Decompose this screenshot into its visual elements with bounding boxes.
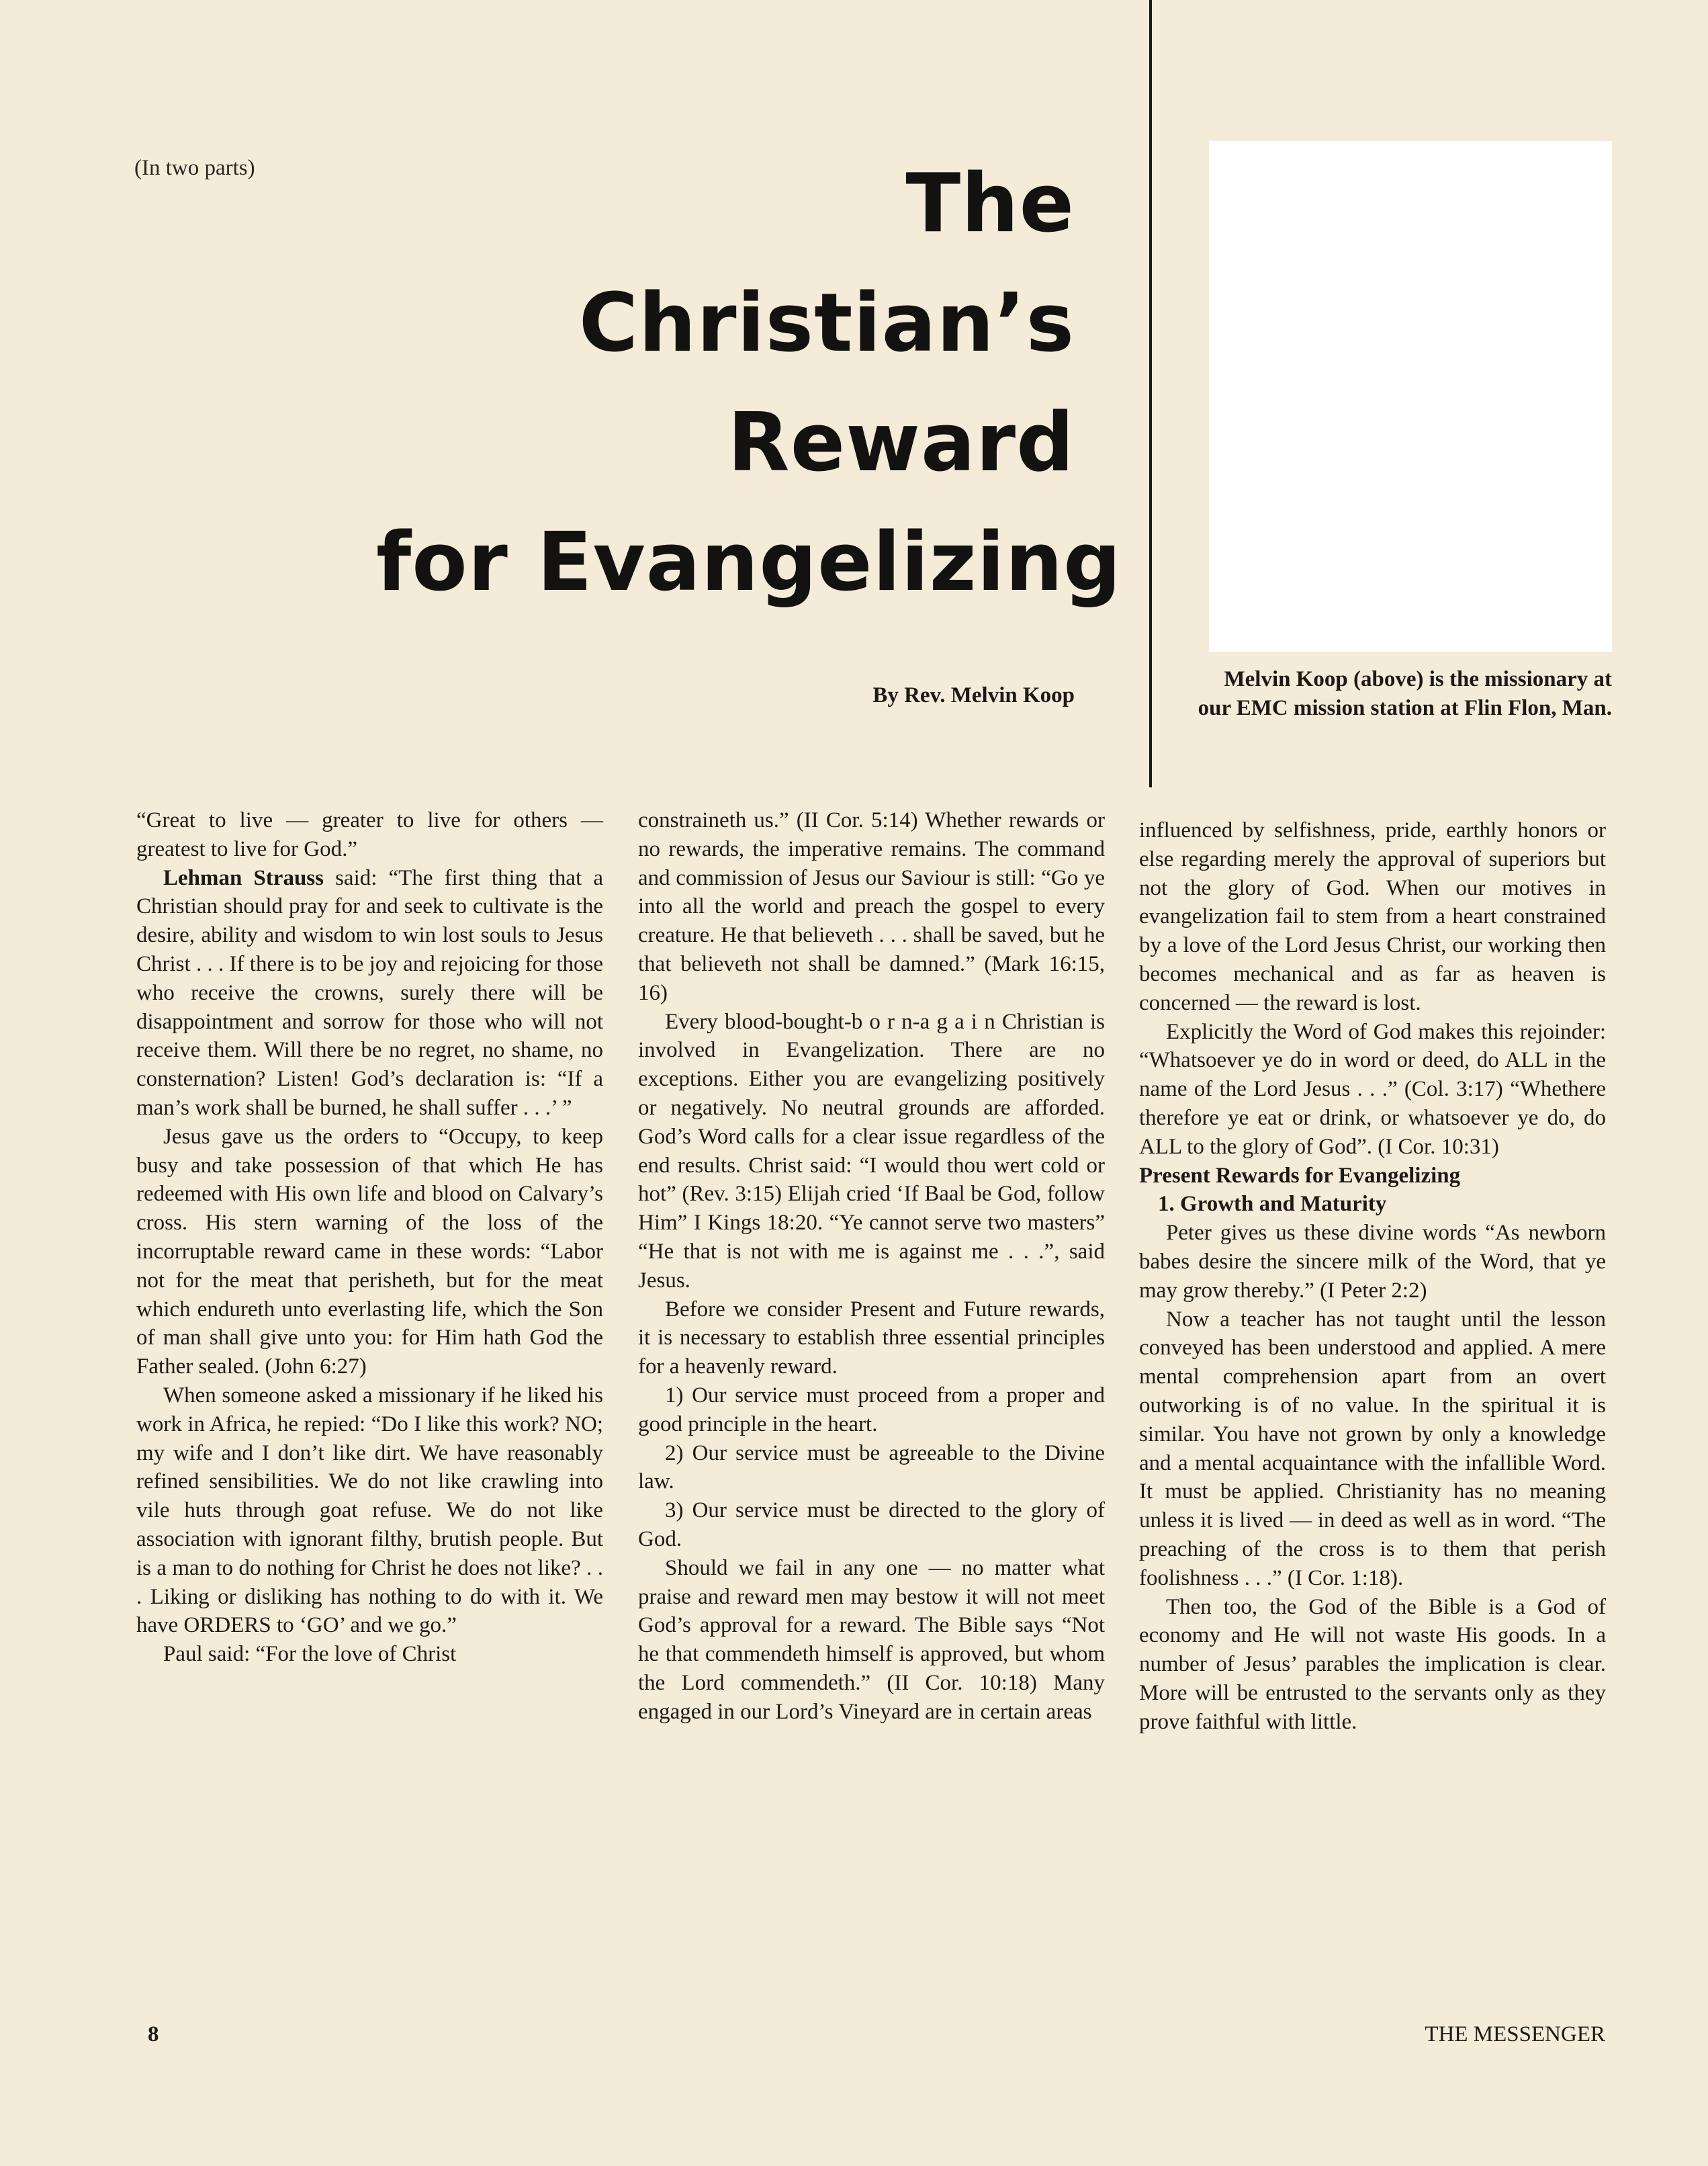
paragraph <box>638 1295 1105 1381</box>
paragraph-text: said: “The first thing that a Christian should pray for and seek to cultivate is the desire, ability and wisdom to win lost souls to Jesus Christ . . . If there is to be joy and rejoicing for those who receive the crowns, surely there will be disappointment and sorrow for those who will not receive them. Will there be no regret, no shame, no consternation? Listen! God’s declaration is: “If a man’s work shall be burned, he shall suffer . . .’ ” <box>136 865 603 1120</box>
paragraph <box>1139 1593 1606 1737</box>
title-line-1: The <box>905 157 1075 251</box>
paragraph-text: Before we consider Present and Future rewards, it is necessary to establish three essential principles for a heavenly reward. <box>638 1297 1105 1379</box>
paragraph <box>136 1123 603 1381</box>
magazine-name: THE MESSENGER <box>1425 2022 1605 2046</box>
paragraph-text: When someone asked a missionary if he liked his work in Africa, he repied: “Do I like this work? NO; my wife and I don’t like dirt. We have reasonably refined sensibilities. We do not like crawling into vile huts through goat refuse. We do not like association with ignorant filthy, brutish people. But is a man to do nothing for Christ he does not like? . . . Liking or disliking has nothing to do with it. We have ORDERS to ‘GO’ and we go.” <box>136 1383 603 1638</box>
paragraph <box>136 1381 603 1640</box>
paragraph <box>136 1640 603 1669</box>
paragraph-text: Explicitly the Word of God makes this rejoinder: “Whatsoever ye do in word or deed, do ALL in the name of the Lord Jesus . . .” (Col. 3:17) “Whethere therefore ye eat or drink, or whatsoever ye do, do ALL to the glory of God”. (I Cor. 10:31) <box>1139 1019 1606 1159</box>
paragraph-text: Should we fail in any one — no matter what praise and reward men may bestow it will not meet God’s approval for a reward. The Bible says “Not he that commendeth himself is approved, but whom the Lord commendeth.” (II Cor. 10:18) Many engaged in our Lord’s Vineyard are in certain areas <box>638 1555 1105 1724</box>
kicker-text: (In two parts) <box>134 156 255 180</box>
article-title <box>376 144 1122 623</box>
paragraph-text: 3) Our service must be directed to the glory of God. <box>638 1498 1105 1551</box>
title-line-2: Christian’s <box>578 277 1075 370</box>
text-column-1 <box>136 806 603 1669</box>
paragraph-text: Every blood-bought-b o r n-a g a i n Christian is involved in Evangelization. There are no exceptions. Either you are evangelizing positively or negatively. No neutral grounds are afforded. God’s Word calls for a clear issue regardless of the end results. Christ said: “I would thou wert cold or hot” (Rev. 3:15) Elijah cried ‘If Baal be God, follow Him” I Kings 18:20. “Ye cannot serve two masters” “He that is not with me is against me . . .”, said Jesus. <box>638 1009 1105 1293</box>
paragraph-text: “Great to live — greater to live for others — greatest to live for God.” <box>136 808 603 861</box>
title-line-3: Reward <box>727 396 1075 490</box>
paragraph-text: Peter gives us these divine words “As newborn babes desire the sincere milk of the Word, that ye may grow thereby.” (I Peter 2:2) <box>1139 1221 1606 1303</box>
paragraph-text: Then too, the God of the Bible is a God of economy and He will not waste His goods. In a number of Jesus’ parables the implication is clear. More will be entrusted to the servants only as they prove faithful with little. <box>1139 1594 1606 1734</box>
bold-name: Lehman Strauss <box>163 865 324 890</box>
paragraph <box>1139 816 1606 1018</box>
paragraph <box>136 864 603 1123</box>
paragraph <box>1139 1219 1606 1305</box>
author-photo-placeholder <box>1209 141 1612 652</box>
paragraph-text: constraineth us.” (II Cor. 5:14) Whether rewards or no rewards, the imperative remains. The command and commission of Jesus our Saviour is still: “Go ye into all the world and preach the gospel to every creature. He that believeth . . . shall be saved, but he that believeth not shall be damned.” (Mark 16:15, 16) <box>638 808 1105 1005</box>
paragraph-text: 2) Our service must be agreeable to the Divine law. <box>638 1440 1105 1494</box>
text-column-3 <box>1139 816 1606 1737</box>
byline: By Rev. Melvin Koop <box>872 683 1075 707</box>
text-column-2 <box>638 806 1105 1727</box>
paragraph <box>1139 1018 1606 1162</box>
paragraph-text: Paul said: “For the love of Christ <box>163 1642 457 1667</box>
section-subheading <box>1139 1190 1606 1219</box>
paragraph-text: 1. Growth and Maturity <box>1158 1192 1387 1217</box>
paragraph-text: influenced by selfishness, pride, earthly honors or else regarding merely the approval of superiors but not the glory of God. When our motives in evangelization fail to stem from a heart constrained by a love of the Lord Jesus Christ, our working then becomes mechanical and as far as heaven is concerned — the reward is lost. <box>1139 818 1606 1015</box>
paragraph <box>638 1381 1105 1439</box>
page-number: 8 <box>148 2022 159 2046</box>
paragraph <box>1139 1305 1606 1593</box>
section-heading <box>1139 1162 1606 1190</box>
vertical-divider <box>1149 0 1152 787</box>
paragraph <box>638 806 1105 1008</box>
photo-caption: Melvin Koop (above) is the missionary at our EMC mission station at Flin Flon, Man. <box>1198 667 1612 720</box>
paragraph-text: Now a teacher has not taught until the lesson conveyed has been understood and applied. A mere mental comprehension apart from an overt outworking is of no value. In the spiritual it is similar. You have not grown by only a knowledge and a mental acquaintance with the infallible Word. It must be applied. Christianity has no meaning unless it is lived — in deed as well as in word. “The preaching of the cross is to them that perish foolishness . . .” (I Cor. 1:18). <box>1139 1307 1606 1590</box>
paragraph <box>638 1496 1105 1554</box>
paragraph-text: Present Rewards for Evangelizing <box>1139 1163 1461 1188</box>
title-line-4: for Evangelizing <box>376 516 1122 609</box>
paragraph <box>638 1439 1105 1497</box>
paragraph-text: Jesus gave us the orders to “Occupy, to keep busy and take possession of that which He has redeemed with His own life and blood on Calvary’s cross. His stern warning of the loss of the incorruptable reward came in these words: “Labor not for the meat that perisheth, but for the meat which endureth unto everlasting life, which the Son of man shall give unto you: for Him hath God the Father sealed. (John 6:27) <box>136 1124 603 1379</box>
paragraph <box>638 1554 1105 1727</box>
paragraph-text: 1) Our service must proceed from a proper and good principle in the heart. <box>638 1383 1105 1436</box>
paragraph <box>638 1008 1105 1295</box>
paragraph <box>136 806 603 864</box>
